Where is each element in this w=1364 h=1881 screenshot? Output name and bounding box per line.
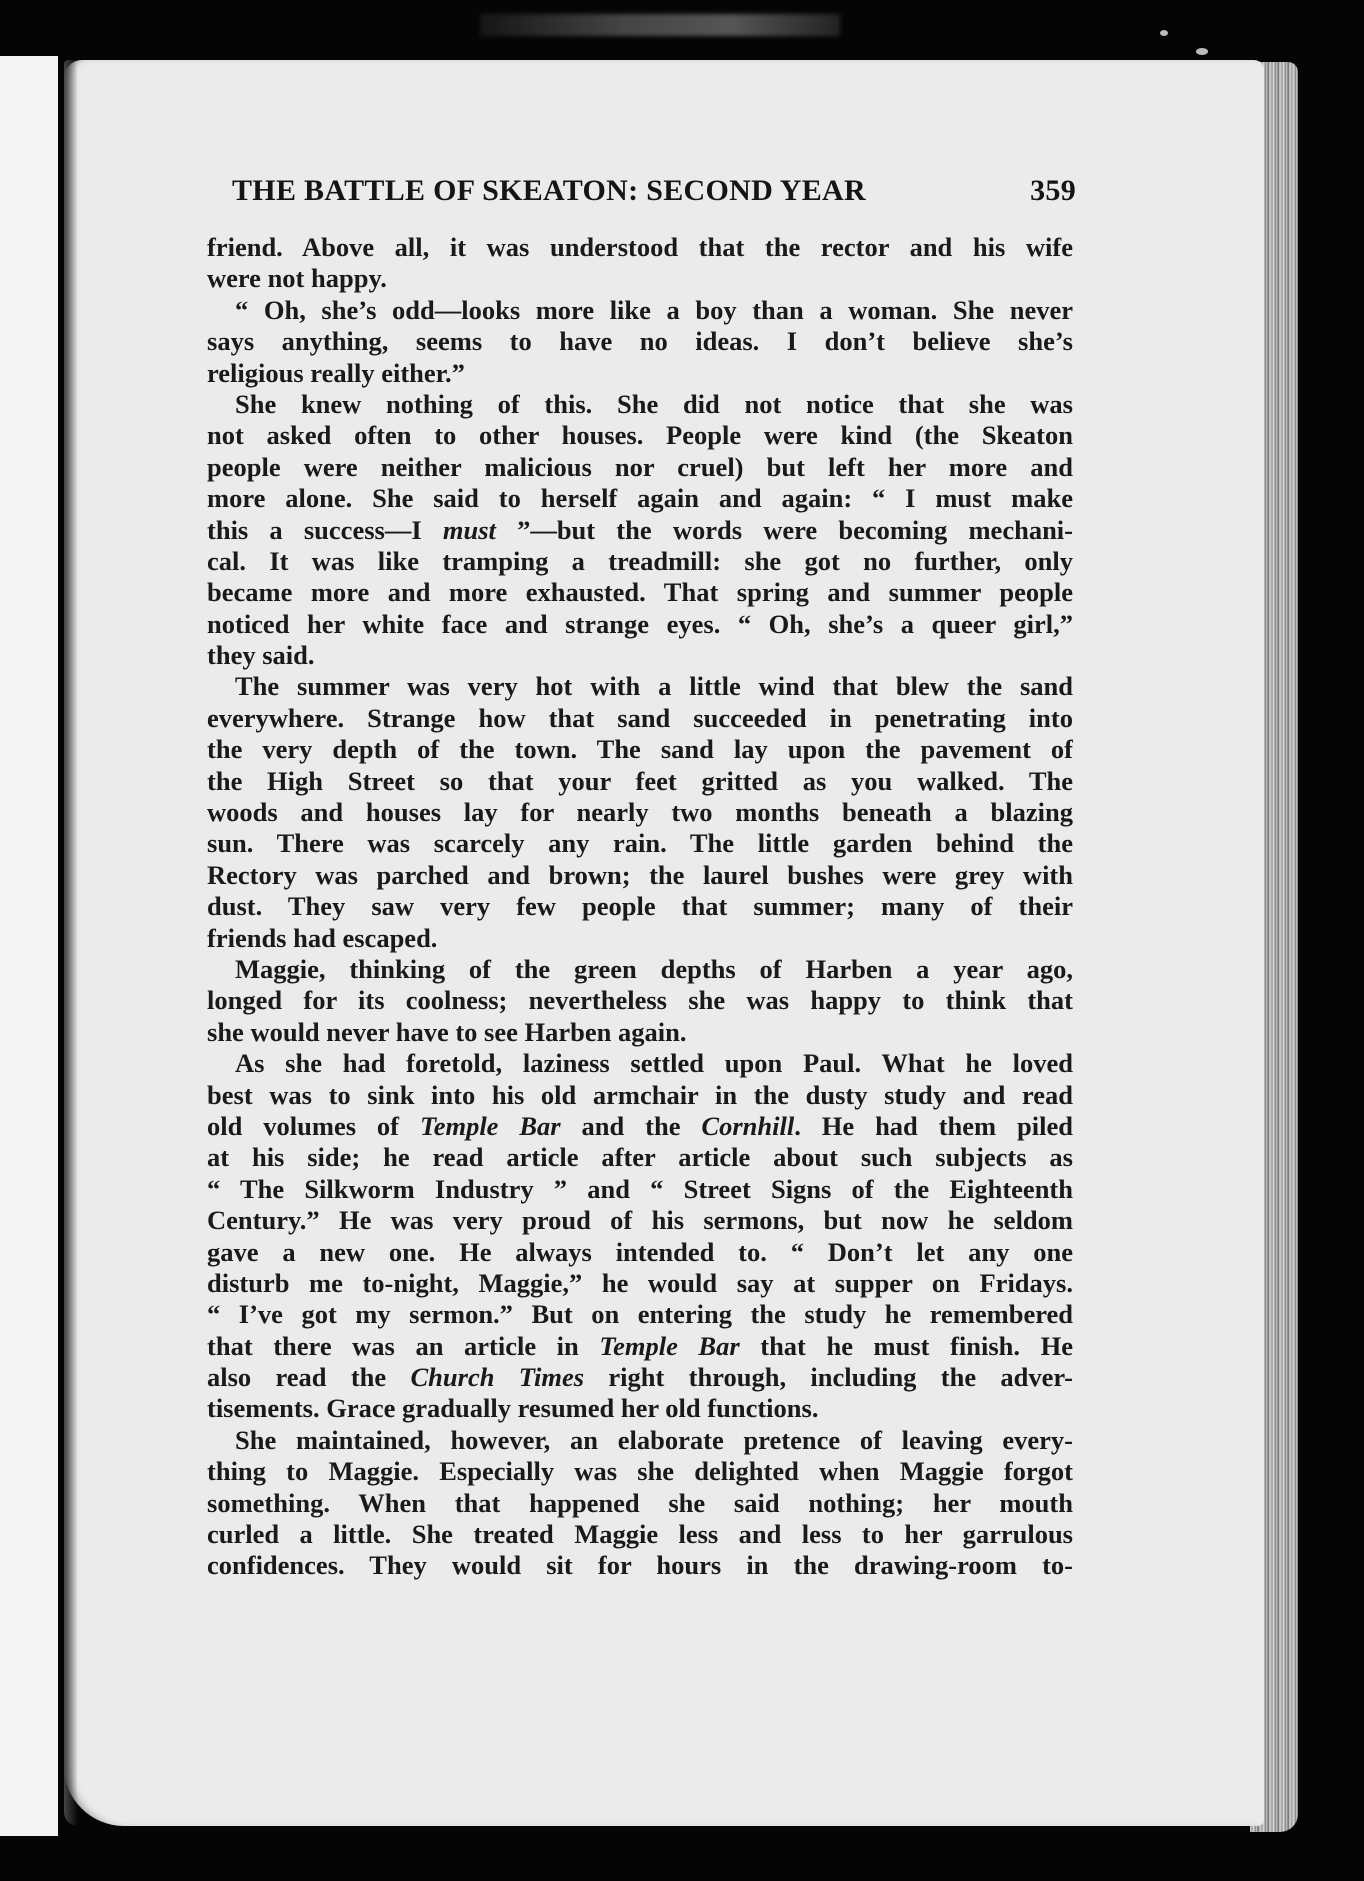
text-line: “ I’ve got my sermon.” But on entering the study he remembered [207,1299,1073,1330]
text-line: As she had foretold, laziness settled upon Paul. What he loved [235,1048,1073,1079]
text-line: The summer was very hot with a little wind that blew the sand [235,671,1073,702]
text-line: everywhere. Strange how that sand succeeded in penetrating into [207,702,1073,733]
text-line: Rectory was parched and brown; the laurel bushes were grey with [207,859,1073,890]
text-line: sun. There was scarcely any rain. The little garden behind the [207,828,1073,859]
text-line: also read the Church Times right through, including the adver- [207,1362,1073,1393]
text-line: friend. Above all, it was understood that the rector and his wife [207,232,1073,262]
text-line: religious really either.” [207,357,465,388]
text-line: Century.” He was very proud of his sermons, but now he seldom [207,1205,1073,1236]
text-line: disturb me to-night, Maggie,” he would say at supper on Fridays. [207,1267,1073,1298]
text-line: “ The Silkworm Industry ” and “ Street Signs of the Eighteenth [207,1173,1073,1204]
page-number: 359 [1030,174,1076,207]
text-line: She maintained, however, an elaborate pretence of leaving every- [235,1424,1073,1455]
text-line: were not happy. [207,263,387,294]
text-line: the High Street so that your feet gritted as you walked. The [207,765,1073,796]
previous-page-edge [0,56,58,1836]
text-line: confidences. They would sit for hours in the drawing-room to- [207,1550,1073,1581]
text-line: “ Oh, she’s odd—looks more like a boy than a woman. She never [235,294,1073,325]
text-line: at his side; he read article after article about such subjects as [207,1142,1073,1173]
text-line: She knew nothing of this. She did not notice that she was [235,388,1073,419]
text-line: gave a new one. He always intended to. “ Don’t let any one [207,1236,1073,1267]
text-line: curled a little. She treated Maggie less and less to her garrulous [207,1519,1073,1550]
text-line: this a success—I must ”—but the words were becoming mechani- [207,514,1073,545]
scan-speck [1196,48,1208,55]
text-line: friends had escaped. [207,922,438,953]
scan-artifact [480,14,840,36]
text-line: cal. It was like tramping a treadmill: she got no further, only [207,545,1073,576]
text-line: noticed her white face and strange eyes. “ Oh, she’s a queer girl,” [207,608,1073,639]
text-line: people were neither malicious nor cruel) but left her more and [207,451,1073,482]
text-line: became more and more exhausted. That spring and summer people [207,577,1073,608]
running-head [232,174,1076,216]
text-line: she would never have to see Harben again. [207,1016,687,1047]
text-line: something. When that happened she said nothing; her mouth [207,1487,1073,1518]
text-line: Maggie, thinking of the green depths of Harben a year ago, [235,953,1073,984]
text-line: dust. They saw very few people that summer; many of their [207,891,1073,922]
running-head-title: THE BATTLE OF SKEATON: SECOND YEAR [232,174,866,207]
scan-speck [1160,30,1168,36]
body-text [207,232,1073,1582]
text-line: they said. [207,640,315,671]
text-line: longed for its coolness; nevertheless she was happy to think that [207,985,1073,1016]
text-line: woods and houses lay for nearly two months beneath a blazing [207,797,1073,828]
text-line: more alone. She said to herself again and again: “ I must make [207,483,1073,514]
text-line: thing to Maggie. Especially was she delighted when Maggie forgot [207,1456,1073,1487]
text-line: not asked often to other houses. People were kind (the Skeaton [207,420,1073,451]
text-line: old volumes of Temple Bar and the Cornhill. He had them piled [207,1110,1073,1141]
text-line: tisements. Grace gradually resumed her old functions. [207,1393,819,1424]
text-line: says anything, seems to have no ideas. I don’t believe she’s [207,326,1073,357]
text-line: best was to sink into his old armchair in the dusty study and read [207,1079,1073,1110]
page-gutter-shadow [64,60,78,1826]
text-line: that there was an article in Temple Bar that he must finish. He [207,1330,1073,1361]
text-line: the very depth of the town. The sand lay upon the pavement of [207,734,1073,765]
